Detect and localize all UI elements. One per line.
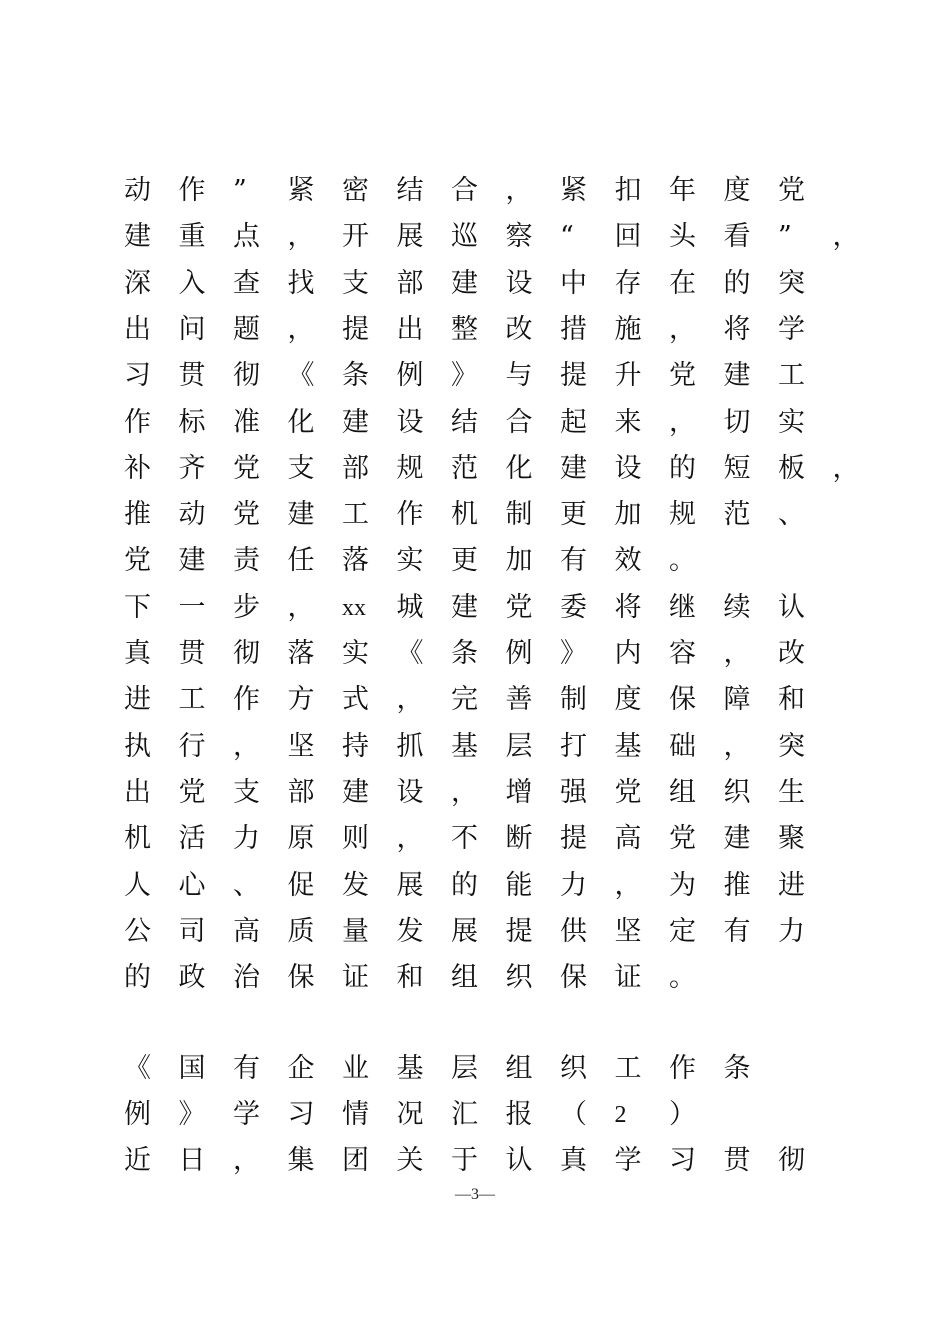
page-number: —3— (455, 1186, 495, 1203)
body-line: 出 党 支 部 建 设 ， 增 强 党 组 织 生 (124, 776, 805, 808)
body-line: 机 活 力 原 则 ， 不 断 提 高 党 建 聚 (124, 823, 805, 855)
body-line: 人 心 、 促 发 展 的 能 力 ， 为 推 进 (124, 869, 805, 901)
body-line: 下 一 步 ， xx 城 建 党 委 将 继 续 认 (124, 591, 805, 623)
body-line: 出 问 题 ， 提 出 整 改 措 施 ， 将 学 (124, 313, 805, 345)
body-line: 党 建 责 任 落 实 更 加 有 效 。 (124, 545, 696, 577)
body-line: 作 标 准 化 建 设 结 合 起 来 ， 切 实 (124, 406, 805, 438)
body-line: 的 政 治 保 证 和 组 织 保 证 。 (124, 962, 696, 994)
body-line: 习 贯 彻 《 条 例 》 与 提 升 党 建 工 (124, 360, 805, 392)
body-line: 执 行 ， 坚 持 抓 基 层 打 基 础 ， 突 (124, 730, 805, 762)
body-line: 进 工 作 方 式 ， 完 善 制 度 保 障 和 (124, 684, 805, 716)
body-line: 公 司 高 质 量 发 展 提 供 坚 定 有 力 (124, 915, 805, 947)
body-line: 建 重 点 ， 开 展 巡 察 “ 回 头 看 ” ， (124, 221, 860, 253)
body-line: 近 日 ， 集 团 关 于 认 真 学 习 贯 彻 (124, 1145, 805, 1176)
body-line: 动 作 ” 紧 密 结 合 ， 紧 扣 年 度 党 (124, 175, 805, 206)
heading-line: 《 国 有 企 业 基 层 组 织 工 作 条 (124, 1053, 751, 1084)
body-line: 推 动 党 建 工 作 机 制 更 加 规 范 、 (124, 499, 805, 531)
body-line: 补 齐 党 支 部 规 范 化 建 设 的 短 板 ， (124, 452, 860, 484)
body-line: 深 入 查 找 支 部 建 设 中 存 在 的 突 (124, 267, 805, 299)
heading-line: 例 》 学 习 情 况 汇 报 （ 2 ） (124, 1099, 696, 1130)
body-line: 真 贯 彻 落 实 《 条 例 》 内 容 ， 改 (124, 638, 805, 669)
